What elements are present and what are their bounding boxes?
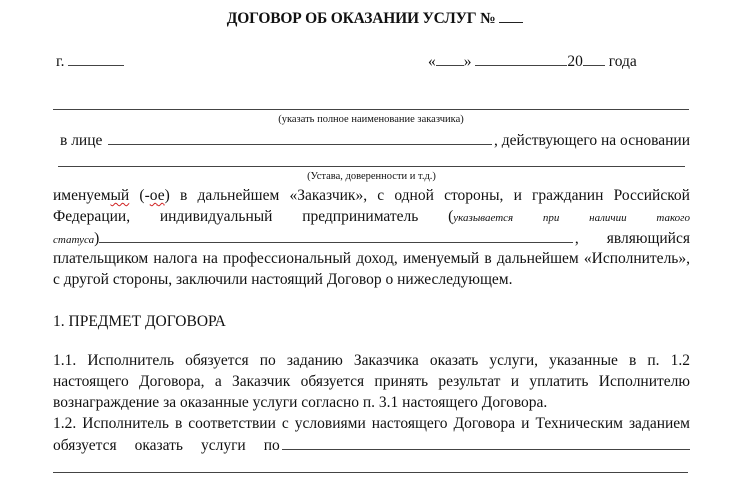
comma: ,: [574, 230, 579, 247]
preamble-word: Федерации,: [53, 208, 131, 225]
date-field: [428, 51, 637, 72]
year-suffix: года: [608, 53, 637, 70]
clause-1-1-line-2: настоящего Договора, а Заказчик обязуется принять результат и уплатить Исполнителю: [53, 373, 690, 390]
preamble-line-5: с другой стороны, заключили настоящий Договор о нижеследующем.: [53, 271, 513, 288]
date-close-quote: »: [463, 53, 472, 70]
services-description-blank[interactable]: [282, 435, 690, 450]
clause-1-2-line-1: 1.2. Исполнитель в соответствии с условиями настоящего Договора и Техническим заданием: [53, 415, 690, 432]
city-blank[interactable]: [68, 51, 124, 66]
clause-word: услуги: [200, 437, 246, 454]
clause-1-2-line-2: [53, 435, 690, 456]
section-1-heading: 1. ПРЕДМЕТ ДОГОВОРА: [53, 313, 226, 330]
year-blank[interactable]: [583, 51, 605, 66]
status-note-word: при: [542, 212, 560, 224]
clause-1-1-line-3: вознаграждение за оказанные услуги согласно п. 3.1 настоящего Договора.: [53, 394, 548, 411]
month-blank[interactable]: [475, 51, 567, 66]
status-note-word: такого: [656, 212, 690, 224]
preamble-word: дальнейшем: [197, 187, 280, 204]
clause-word: обязуется: [53, 437, 117, 454]
basis-blank[interactable]: [58, 166, 685, 167]
day-blank[interactable]: [436, 51, 464, 66]
acting-basis-label: , действующего на основании: [494, 132, 690, 149]
preamble-word: стороны,: [444, 187, 504, 204]
date-open-quote: «: [428, 53, 436, 70]
clause-1-1-line-1: 1.1. Исполнитель обязуется по заданию Заказчика оказать услуги, указанные в п. 1.2: [53, 352, 690, 369]
preamble-word: «Заказчик»,: [289, 187, 368, 204]
city-field: [56, 51, 124, 72]
customer-name-hint: (указать полное наименование заказчика): [278, 114, 464, 125]
spellcheck-flag[interactable]: ое: [149, 187, 165, 204]
contract-number-blank[interactable]: [499, 10, 523, 23]
document-title: [0, 10, 750, 28]
status-note-word: наличии: [589, 212, 627, 224]
represented-by-line: [60, 130, 690, 151]
preamble-word: (-ое): [139, 187, 170, 204]
preamble-word: являющийся: [606, 230, 690, 247]
customer-name-blank[interactable]: [53, 109, 689, 110]
represented-by-label: в лице: [60, 132, 103, 149]
preamble-line-1: [53, 186, 690, 206]
preamble-word: индивидуальный: [159, 208, 273, 225]
basis-hint: (Устава, доверенности и т.д.): [307, 171, 436, 182]
preamble-line-2: [53, 207, 690, 228]
title-text: ДОГОВОР ОБ ОКАЗАНИИ УСЛУГ №: [226, 10, 496, 27]
representative-blank[interactable]: [108, 130, 492, 145]
status-note-word: (указывается: [448, 208, 514, 225]
preamble-word: предприниматель: [302, 208, 419, 225]
preamble-line-3: [53, 228, 690, 250]
clause-word: оказать: [134, 437, 183, 454]
preamble-word: именуемый: [53, 187, 130, 204]
preamble-word: с: [377, 187, 385, 204]
preamble-word: одной: [394, 187, 434, 204]
services-description-blank-continued[interactable]: [53, 472, 688, 473]
clause-word: по: [263, 437, 280, 454]
status-note-end: статуса): [53, 230, 100, 247]
year-prefix: 20: [567, 53, 583, 70]
entrepreneur-name-blank[interactable]: [99, 228, 573, 243]
city-label: г.: [56, 53, 65, 70]
preamble-word: в: [179, 187, 188, 204]
preamble-word: и: [513, 187, 522, 204]
preamble-word: гражданин: [532, 187, 604, 204]
spellcheck-flag[interactable]: ый: [110, 187, 130, 204]
preamble-line-4: плательщиком налога на профессиональный доход, именуемый в дальнейшем «Исполнитель»,: [53, 250, 690, 267]
preamble-word: Российской: [613, 187, 690, 204]
